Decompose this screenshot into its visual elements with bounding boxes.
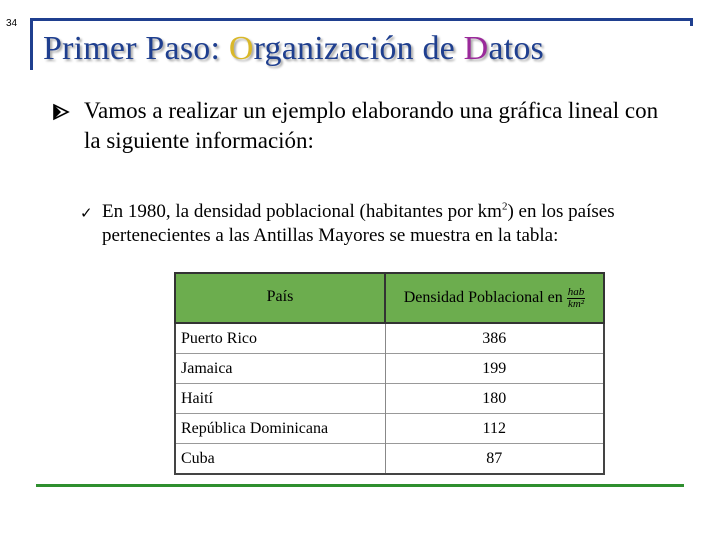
density-cell: 199 [385,354,604,384]
density-cell: 87 [385,444,604,475]
table-header-row [175,273,604,323]
country-cell: Cuba [175,444,385,475]
country-cell: Jamaica [175,354,385,384]
table-row [175,444,604,475]
frame-left-line [30,18,33,70]
table-row [175,354,604,384]
unit-fraction [567,287,586,310]
country-cell: Haití [175,384,385,414]
header-density [385,273,604,323]
sub-bullet-text-end: ) en los países pertenecientes a las Antillas Mayores se muestra en la tabla: [102,201,615,246]
unit-denominator: km² [567,297,585,310]
unit-numerator: hab [567,285,585,298]
table-row [175,384,604,414]
header-country-label: País [266,288,294,305]
density-cell: 180 [385,384,604,414]
title-part-1: Primer Paso: [43,30,229,67]
country-cell: Puerto Rico [175,323,385,354]
header-country [175,273,385,323]
page-number: 34 [6,18,18,29]
sub-bullet [80,200,640,248]
density-table [174,272,605,475]
main-bullet-text: Vamos a realizar un ejemplo elaborando una gráfica lineal con la siguiente información: [84,98,659,153]
sub-bullet-text-start: En 1980, la densidad poblacional (habitantes por km [102,201,502,222]
bottom-rule [36,484,684,487]
density-cell: 112 [385,414,604,444]
checkmark-bullet-icon: ✓ [80,204,93,222]
arrow-bullet-icon [52,96,70,126]
country-cell: República Dominicana [175,414,385,444]
slide-title [43,30,544,68]
table-row [175,323,604,354]
title-part-2: rganización de [253,30,464,67]
title-initial-d: D [463,30,489,67]
density-cell: 386 [385,323,604,354]
frame-top-line [30,18,693,21]
frame-right-tick [690,18,693,26]
table-row [175,414,604,444]
main-bullet [52,96,672,156]
title-part-3: atos [488,30,544,67]
km-superscript: 2 [501,200,508,213]
sub-bullet-text [102,200,640,248]
title-initial-o: O [228,30,254,67]
header-density-label: Densidad Poblacional en [403,288,563,306]
